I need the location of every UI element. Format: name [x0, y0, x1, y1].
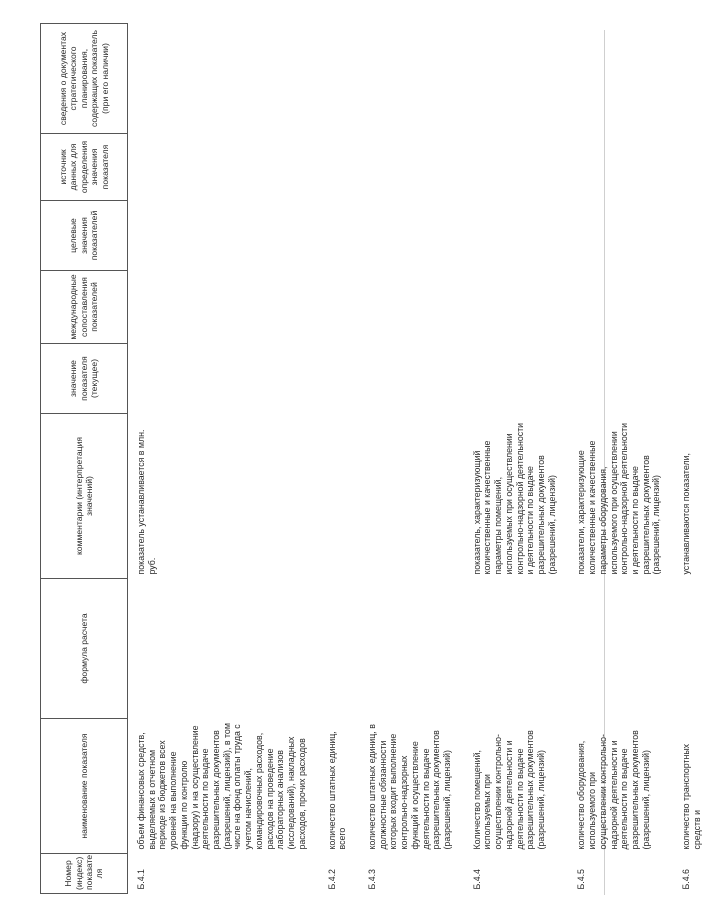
header-comment: комментарии (интерпретация значений)	[41, 414, 128, 579]
row-number: Б.4.6	[681, 869, 692, 890]
table-row	[128, 24, 324, 894]
row-number: Б.4.5	[576, 869, 587, 890]
header-target: целевые значения показателей	[41, 201, 128, 271]
header-formula: формула расчета	[41, 579, 128, 719]
row-comment: показатель устанавливается в млн. руб.	[136, 429, 157, 575]
row-formula	[469, 579, 574, 719]
header-strategic: сведения о документах стратегического планирования, содержащих показатель (при его наличии)	[41, 24, 128, 134]
header-source: источник данных для определения значения показателя	[41, 134, 128, 201]
row-name: количество оборудования, используемого при осуществлении контрольно-надзорной деятельности и деятельности по выдаче разрешительных документов (разрешений, лицензий)	[576, 730, 651, 850]
table-body	[128, 24, 719, 894]
row-name: количество транспортных средств и	[681, 743, 702, 850]
row-formula	[128, 579, 324, 719]
row-number: Б.4.3	[366, 869, 377, 890]
row-name: количество штатных единиц, в должностные обязанности которых входит выполнение контрольно-надзорных функций и осуществление деятельности по выдаче разрешительных документов (разрешений, лицензий)	[366, 724, 452, 850]
table-row	[469, 24, 574, 894]
row-name: количество штатных единиц, всего	[326, 731, 348, 850]
row-number: Б.4.2	[326, 869, 337, 890]
row-formula	[324, 579, 364, 719]
row-name: Количество помещений, используемых при осуществлении контрольно-надзорной деятельности и деятельности по выдаче разрешительных документов (разрешений, лицензий)	[471, 730, 546, 850]
row-comment	[324, 414, 364, 579]
rotated-table-container	[40, 24, 702, 894]
table-header	[41, 24, 128, 894]
header-number: Номер (индекс) показате ля	[41, 854, 128, 894]
table-row	[324, 24, 364, 894]
header-international: международные сопоставления показателей	[41, 271, 128, 344]
row-comment: устанавливаются показатели,	[681, 453, 692, 575]
table-row	[573, 24, 678, 894]
table-row	[678, 24, 718, 894]
row-comment: показатели, характеризующие количественные и качественные параметры оборудования, используемого при осуществлении контрольно-надзорной деятельности и деятельности по выдаче разрешительных документов (разрешений, лицензий)	[576, 422, 662, 575]
row-number: Б.4.4	[471, 869, 482, 890]
row-formula	[678, 579, 718, 719]
row-name: объем финансовых средств, выделяемых в отчетном периоде из бюджетов всех уровней на выполнение функции по контролю (надзору) и на осуществление деятельности по выдаче разрешительных документов (разрешений, лицензий), в том числе на фонд оплаты труда с учетом начислений, командировочных расходов, расходов на проведение лабораторных анализов (исследований), накладных расходов, прочих расходов	[136, 723, 307, 850]
row-formula	[364, 579, 469, 719]
row-comment	[364, 414, 469, 579]
header-name: наименование показателя	[41, 719, 128, 854]
table-row	[364, 24, 469, 894]
row-number: Б.4.1	[136, 869, 146, 890]
row-comment: показатель, характеризующий количественные и качественные параметры помещений, используемых при осуществлении контрольно-надзорной деятельности и деятельности по выдаче разрешительных документов (разрешений, лицензий)	[471, 422, 557, 575]
indicators-table	[40, 23, 719, 894]
row-formula	[573, 579, 678, 719]
header-current-value: значение показателя (текущее)	[41, 344, 128, 414]
